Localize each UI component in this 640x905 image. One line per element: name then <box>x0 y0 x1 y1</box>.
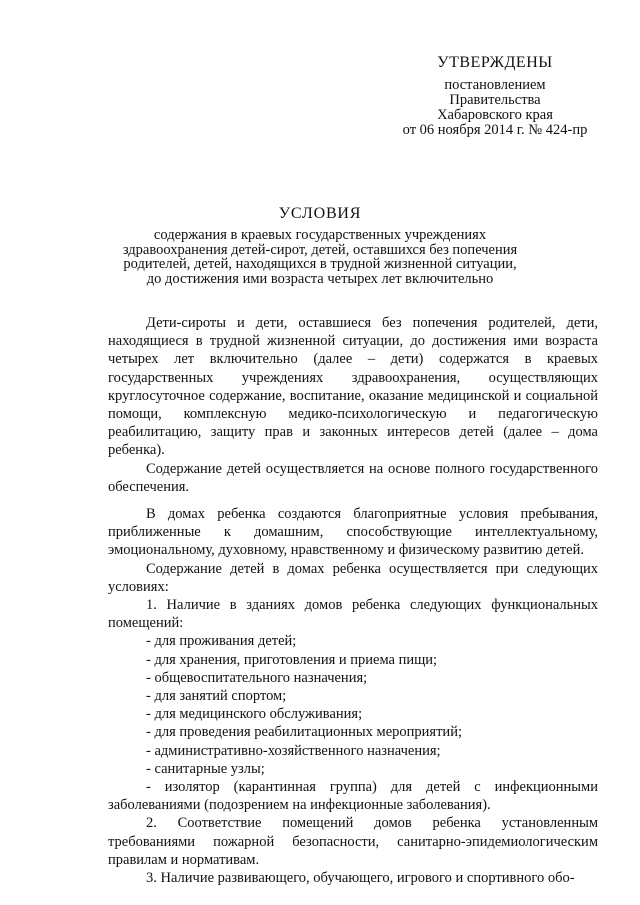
rooms-list <box>108 632 598 814</box>
list-item: - санитарные узлы; <box>146 760 265 777</box>
approval-line-1: постановлением <box>444 77 546 93</box>
approval-line-3: Хабаровского края <box>437 107 553 123</box>
list-item: - для медицинского обслуживания; <box>146 706 363 723</box>
paragraph-item-2: 2. Соответствие помещений домов ребенка установленным требованиями пожарной безопасности, санитарно-эпидемиологическим правилам и нормативам. <box>108 815 598 868</box>
document-title: УСЛОВИЯ <box>278 205 362 222</box>
paragraph-intro: Дети-сироты и дети, оставшиеся без попечения родителей, дети, находящиеся в трудной жизненной ситуации, до достижения ими возраста четырех лет включительно (далее – дети) содержатся в краевых государственных учреждениях здравоохранения, осуществляющих круглосуточное содержание, воспитание, оказание медицинской и социальной помощи, комплексную медико-психологическую и педагогическую реабилитацию, защиту прав и законных интересов детей (далее – дома ребенка). <box>108 315 598 459</box>
list-item: - общевоспитательного назначения; <box>146 669 368 686</box>
paragraph-conditions: В домах ребенка создаются благоприятные условия пребывания, приближенные к домашним, способствующие интеллектуальному, эмоциональному, духовному, нравственному и физическому развитию детей. <box>108 506 598 559</box>
list-item: - изолятор (карантинная группа) для детей с инфекционными заболеваниями (подозрением на инфекционные заболевания). <box>108 779 598 814</box>
list-item: - административно-хозяйственного назначения; <box>146 742 441 759</box>
paragraph-requirements-intro: Содержание детей в домах ребенка осуществляется при следующих условиях: <box>108 560 598 595</box>
paragraph-item-3: 3. Наличие развивающего, обучающего, игрового и спортивного обо- <box>146 870 575 887</box>
list-item: - для проведения реабилитационных мероприятий; <box>146 724 462 741</box>
document-subtitle: содержания в краевых государственных учреждениях здравоохранения детей-сирот, детей, оставшихся без попечения родителей, детей, находящихся в трудной жизненной ситуации, до достижения ими возраста четырех лет включительно <box>122 227 518 287</box>
approval-heading: УТВЕРЖДЕНЫ <box>437 54 553 71</box>
list-item: - для занятий спортом; <box>146 688 287 705</box>
approval-date-number: от 06 ноября 2014 г. № 424-пр <box>402 122 588 138</box>
approval-line-2: Правительства <box>449 92 541 108</box>
approval-block <box>395 55 595 138</box>
paragraph-state-support: Содержание детей осуществляется на основе полного государственного обеспечения. <box>108 460 598 495</box>
list-item: - для хранения, приготовления и приема пищи; <box>146 651 438 668</box>
paragraph-item-1: 1. Наличие в зданиях домов ребенка следующих функциональных помещений: <box>108 597 598 632</box>
document-body <box>108 314 598 887</box>
list-item: - для проживания детей; <box>146 633 297 650</box>
